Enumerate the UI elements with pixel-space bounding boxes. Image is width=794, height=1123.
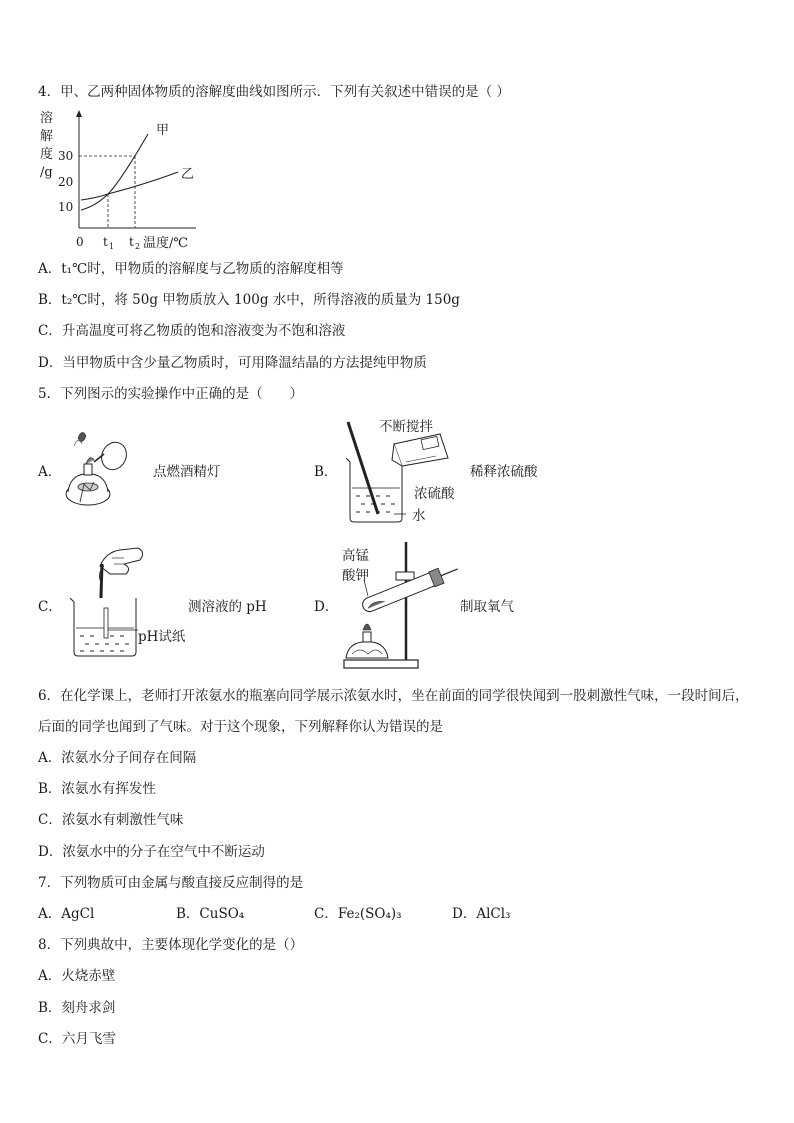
q5-d-letter: D． <box>314 599 339 615</box>
solubility-graph <box>36 108 206 254</box>
q7-option-d: D．AlCl₃ <box>452 906 511 922</box>
q8-stem: 8．下列典故中，主要体现化学变化的是（） <box>38 937 304 953</box>
q7-option-c: C．Fe₂(SO₄)₃ <box>314 906 402 922</box>
q4-option-b: B．t₂℃时，将 50g 甲物质放入 100g 水中，所得溶液的质量为 150g <box>38 292 460 308</box>
y-tick-20: 20 <box>58 175 74 189</box>
q5-c-label-paper: pH试纸 <box>138 629 186 645</box>
q5-c-caption: 测溶液的 pH <box>188 599 267 615</box>
q5-b-label-acid: 浓硫酸 <box>414 486 455 502</box>
y-tick-10: 10 <box>58 200 74 214</box>
curve-yi <box>81 172 178 200</box>
q5-stem: 5．下列图示的实验操作中正确的是（ ） <box>38 386 304 402</box>
q8-option-b: B．刻舟求剑 <box>38 1000 116 1016</box>
oxygen-apparatus-illustration <box>338 538 468 672</box>
x-axis-label: 温度/℃ <box>143 236 188 251</box>
q5-a-letter: A． <box>38 464 62 480</box>
y-axis-label-2: 解 <box>40 129 54 144</box>
q5-d-caption: 制取氧气 <box>460 599 514 615</box>
q5-b-letter: B． <box>314 464 338 480</box>
y-axis-label-1: 溶 <box>40 111 54 126</box>
q8-option-a: A．火烧赤壁 <box>38 968 116 984</box>
x-tick-t2: t <box>129 235 134 249</box>
q8-option-c: C．六月飞雪 <box>38 1031 116 1047</box>
q6-option-d: D．浓氨水中的分子在空气中不断运动 <box>38 844 265 860</box>
q5-b-label-water: 水 <box>412 508 426 524</box>
q5-a-caption: 点燃酒精灯 <box>153 464 221 480</box>
q4-option-d: D．当甲物质中含少量乙物质时，可用降温结晶的方法提纯甲物质 <box>38 355 427 371</box>
q6-option-b: B．浓氨水有挥发性 <box>38 781 156 797</box>
q7-option-b: B．CuSO₄ <box>176 906 245 922</box>
q6-option-a: A．浓氨水分子间存在间隔 <box>38 750 197 766</box>
q6-option-c: C．浓氨水有刺激性气味 <box>38 812 184 828</box>
y-tick-30: 30 <box>58 149 74 163</box>
q6-stem-line1: 6．在化学课上，老师打开浓氨水的瓶塞向同学展示浓氨水时，坐在前面的同学很快闻到一股刺激性气味，一段时间后， <box>38 688 749 704</box>
q5-d-label-kmno4-1: 高锰 <box>342 548 369 564</box>
q7-stem: 7．下列物质可由金属与酸直接反应制得的是 <box>38 875 304 891</box>
y-axis-label-4: /g <box>40 165 53 180</box>
x-tick-t1: t <box>103 235 108 249</box>
x-tick-t2-sub: 2 <box>135 242 141 251</box>
q6-stem-line2: 后面的同学也闻到了气味。对于这个现象，下列解释你认为错误的是 <box>38 719 443 735</box>
q4-option-a: A．t₁℃时，甲物质的溶解度与乙物质的溶解度相等 <box>38 261 344 277</box>
q4-stem: 4．甲、乙两种固体物质的溶解度曲线如图所示．下列有关叙述中错误的是（ ） <box>38 84 510 100</box>
label-jia: 甲 <box>156 123 170 138</box>
label-yi: 乙 <box>181 167 195 182</box>
x-tick-t1-sub: 1 <box>109 242 115 251</box>
q7-option-a: A．AgCl <box>38 906 95 922</box>
q5-d-label-kmno4-2: 酸钾 <box>342 568 369 584</box>
q5-b-caption: 稀释浓硫酸 <box>470 464 538 480</box>
y-axis-label-3: 度 <box>40 147 54 162</box>
x-tick-origin: 0 <box>76 235 84 249</box>
q5-b-label-stir: 不断搅拌 <box>379 419 433 435</box>
q4-option-c: C．升高温度可将乙物质的饱和溶液变为不饱和溶液 <box>38 323 346 339</box>
alcohol-lamp-illustration <box>60 424 140 512</box>
q5-c-letter: C． <box>38 599 62 615</box>
y-axis-arrow <box>76 110 82 117</box>
